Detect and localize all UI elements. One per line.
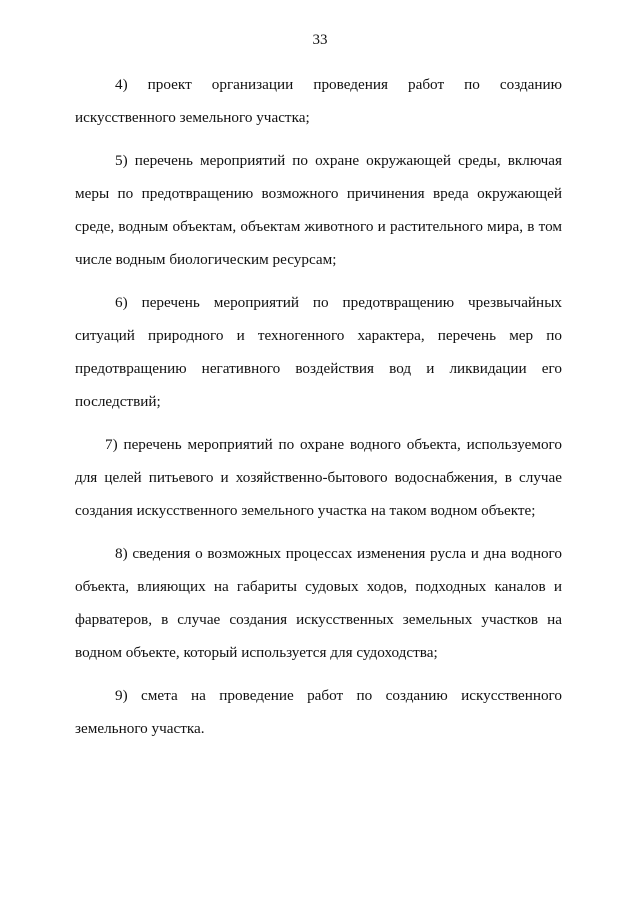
- document-body: [75, 68, 562, 755]
- page-number: 33: [312, 32, 328, 48]
- list-item-6: 6) перечень мероприятий по предотвращению чрезвычайных ситуаций природного и техногенного характера, перечень мер по предотвращению негативного воздействия вод и ликвидации его последствий;: [75, 294, 562, 410]
- list-item-8: 8) сведения о возможных процессах изменения русла и дна водного объекта, влияющих на габариты судовых ходов, подходных каналов и фарватеров, в случае создания искусственных земельных участков на водном объекте, который используется для судоходства;: [75, 545, 562, 661]
- list-item-4: 4) проект организации проведения работ по созданию искусственного земельного участка;: [75, 76, 562, 126]
- list-item-9: 9) смета на проведение работ по созданию искусственного земельного участка.: [75, 687, 562, 737]
- list-item-5: 5) перечень мероприятий по охране окружающей среды, включая меры по предотвращению возможного причинения вреда окружающей среде, водным объектам, объектам животного и растительного мира, в том числе водным биологическим ресурсам;: [75, 152, 562, 268]
- list-item-7: 7) перечень мероприятий по охране водного объекта, используемого для целей питьевого и хозяйственно-бытового водоснабжения, в случае создания искусственного земельного участка на таком водном объекте;: [75, 436, 562, 519]
